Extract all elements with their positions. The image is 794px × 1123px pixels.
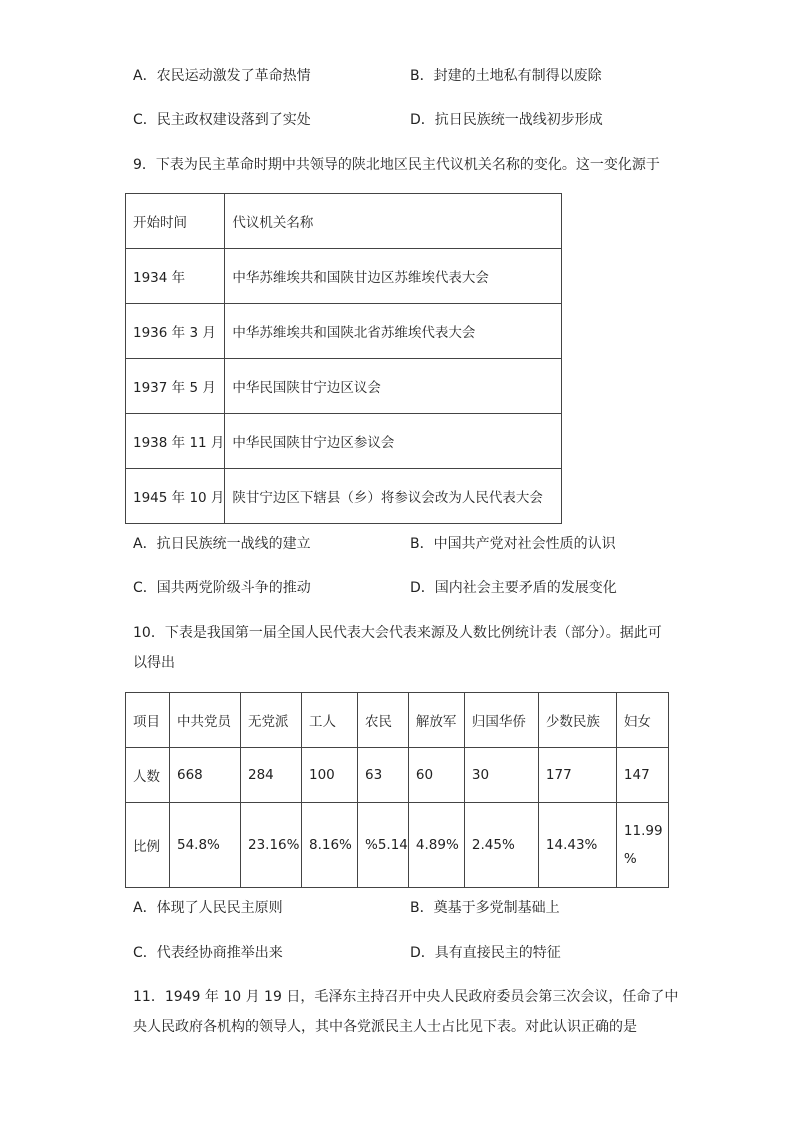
q10-option-b: B．奠基于多党制基础上 (410, 900, 560, 916)
table-cell: 30 (464, 748, 538, 803)
q8-option-b: B．封建的土地私有制得以废除 (410, 68, 602, 84)
table-cell: 14.43% (538, 803, 616, 888)
table-cell: 11.99 % (616, 803, 668, 888)
q8-option-d: D．抗日民族统一战线初步形成 (410, 112, 603, 128)
table-cell: 4.89% (408, 803, 464, 888)
q10-option-d: D．具有直接民主的特征 (410, 945, 561, 961)
table-cell: 668 (170, 748, 241, 803)
q9-option-d: D．国内社会主要矛盾的发展变化 (410, 580, 617, 596)
q10-table (125, 692, 669, 888)
q9-stem: 9．下表为民主革命时期中共领导的陕北地区民主代议机关名称的变化。这一变化源于 (133, 157, 660, 173)
q8-option-a: A．农民运动激发了革命热情 (133, 68, 311, 84)
table-header: 无党派 (241, 693, 302, 748)
table-header-row (126, 693, 669, 748)
table-cell: 23.16% (241, 803, 302, 888)
table-header: 少数民族 (538, 693, 616, 748)
table-row (126, 304, 562, 359)
table-cell: 147 (616, 748, 668, 803)
table-row-label: 人数 (126, 748, 170, 803)
table-row (126, 748, 669, 803)
table-cell: 中华苏维埃共和国陕甘边区苏维埃代表大会 (225, 249, 562, 304)
table-cell: %5.14 (358, 803, 409, 888)
table-header: 项目 (126, 693, 170, 748)
table-cell: 177 (538, 748, 616, 803)
table-header: 农民 (358, 693, 409, 748)
table-row (126, 414, 562, 469)
q10-stem-line1: 10．下表是我国第一届全国人民代表大会代表来源及人数比例统计表（部分）。据此可 (133, 625, 662, 641)
table-cell: 284 (241, 748, 302, 803)
table-cell: 1934 年 (126, 249, 225, 304)
table-cell: 1937 年 5 月 (126, 359, 225, 414)
table-header: 代议机关名称 (225, 194, 562, 249)
q10-stem-line2: 以得出 (133, 655, 175, 671)
q9-option-c: C．国共两党阶级斗争的推动 (133, 580, 311, 596)
table-row (126, 803, 669, 888)
table-cell: 中华民国陕甘宁边区参议会 (225, 414, 562, 469)
q10-option-a: A．体现了人民民主原则 (133, 900, 283, 916)
table-cell: 60 (408, 748, 464, 803)
table-row (126, 359, 562, 414)
q9-option-b: B．中国共产党对社会性质的认识 (410, 536, 616, 552)
table-cell: 1945 年 10 月 (126, 469, 225, 524)
table-cell: 8.16% (302, 803, 358, 888)
table-cell: 1936 年 3 月 (126, 304, 225, 359)
table-cell: 63 (358, 748, 409, 803)
table-cell: 中华民国陕甘宁边区议会 (225, 359, 562, 414)
table-header: 开始时间 (126, 194, 225, 249)
q8-option-c: C．民主政权建设落到了实处 (133, 112, 311, 128)
table-header: 中共党员 (170, 693, 241, 748)
table-header: 解放军 (408, 693, 464, 748)
table-cell: 2.45% (464, 803, 538, 888)
q11-stem-line1: 11．1949 年 10 月 19 日，毛泽东主持召开中央人民政府委员会第三次会议，任命了中 (133, 989, 679, 1005)
table-header: 归国华侨 (464, 693, 538, 748)
table-header-row (126, 194, 562, 249)
table-row (126, 469, 562, 524)
table-row (126, 249, 562, 304)
q11-stem-line2: 央人民政府各机构的领导人，其中各党派民主人士占比见下表。对此认识正确的是 (133, 1019, 637, 1035)
table-cell: 100 (302, 748, 358, 803)
q9-table (125, 193, 562, 524)
table-cell: 陕甘宁边区下辖县（乡）将参议会改为人民代表大会 (225, 469, 562, 524)
table-header: 工人 (302, 693, 358, 748)
table-row-label: 比例 (126, 803, 170, 888)
table-cell: 1938 年 11 月 (126, 414, 225, 469)
q10-option-c: C．代表经协商推举出来 (133, 945, 283, 961)
table-header: 妇女 (616, 693, 668, 748)
q9-option-a: A．抗日民族统一战线的建立 (133, 536, 311, 552)
table-cell: 中华苏维埃共和国陕北省苏维埃代表大会 (225, 304, 562, 359)
table-cell: 54.8% (170, 803, 241, 888)
